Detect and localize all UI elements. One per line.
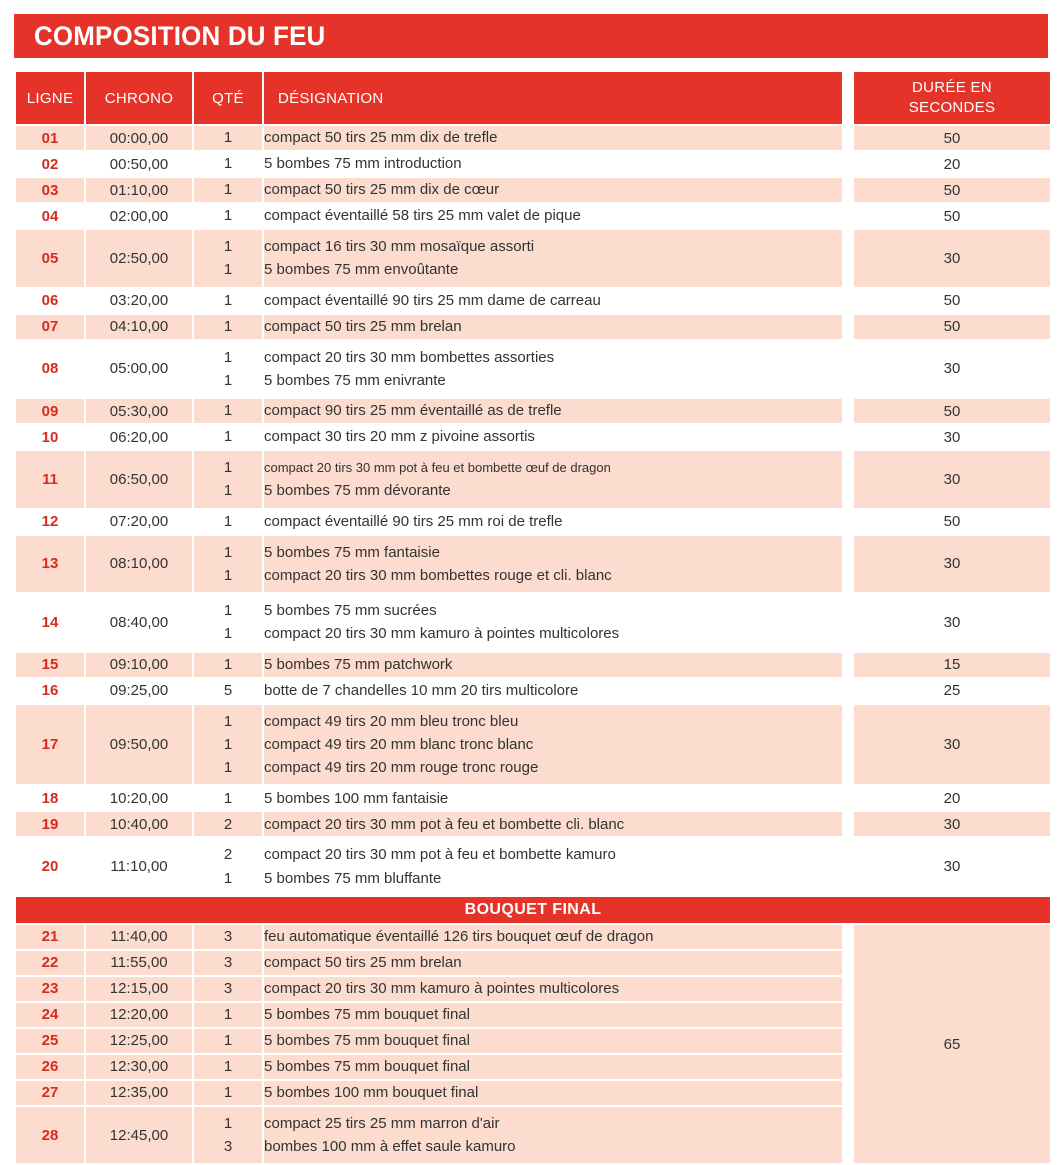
line: 1	[223, 566, 233, 584]
line: compact 50 tirs 25 mm brelan	[264, 954, 462, 972]
cell-ligne: 10	[16, 425, 84, 449]
cell-qte	[194, 838, 262, 895]
line: compact 20 tirs 30 mm kamuro à pointes multicolores	[264, 625, 620, 643]
cell-duree: 30	[854, 705, 1050, 785]
cell-gap	[844, 399, 852, 423]
cell-gap	[844, 925, 852, 949]
line: compact 20 tirs 30 mm pot à feu et bombette kamuro	[264, 846, 616, 864]
cell-ligne: 28	[16, 1107, 84, 1164]
line: 5 bombes 75 mm patchwork	[264, 655, 453, 673]
cell-chrono: 04:10,00	[86, 315, 192, 339]
cell-chrono: 02:50,00	[86, 230, 192, 287]
cell-qte	[194, 126, 262, 150]
table-row[interactable]	[16, 510, 1050, 534]
line: compact éventaillé 58 tirs 25 mm valet de pique	[264, 207, 581, 225]
page-title: COMPOSITION DU FEU	[34, 20, 326, 51]
cell-qte	[194, 786, 262, 810]
line: compact 49 tirs 20 mm blanc tronc blanc	[264, 735, 534, 753]
cell-ligne: 22	[16, 951, 84, 975]
cell-qte	[194, 399, 262, 423]
cell-qte	[194, 178, 262, 202]
cell-qte	[194, 1003, 262, 1027]
cell-chrono: 08:40,00	[86, 594, 192, 651]
table-row[interactable]	[16, 925, 1050, 949]
cell-gap	[844, 679, 852, 703]
line: 5 bombes 75 mm dévorante	[264, 482, 451, 500]
cell-qte	[194, 315, 262, 339]
table-row[interactable]	[16, 126, 1050, 150]
cell-chrono: 00:50,00	[86, 152, 192, 176]
cell-qte	[194, 341, 262, 398]
table-row[interactable]	[16, 341, 1050, 398]
cell-qte	[194, 510, 262, 534]
table-row[interactable]	[16, 653, 1050, 677]
cell-duree: 20	[854, 152, 1050, 176]
cell-gap	[844, 204, 852, 228]
cell-qte	[194, 812, 262, 836]
cell-designation	[264, 399, 842, 423]
cell-gap	[844, 786, 852, 810]
cell-chrono: 11:10,00	[86, 838, 192, 895]
cell-ligne: 04	[16, 204, 84, 228]
line: 1	[223, 735, 233, 753]
line: 1	[223, 1006, 233, 1024]
cell-gap	[844, 289, 852, 313]
cell-designation	[264, 812, 842, 836]
header-gap	[844, 72, 852, 124]
line: 3	[223, 980, 233, 998]
cell-duree: 50	[854, 289, 1050, 313]
cell-ligne: 08	[16, 341, 84, 398]
line: 1	[223, 459, 233, 476]
line: 1	[223, 238, 233, 255]
line: 1	[223, 712, 233, 730]
line: compact 20 tirs 30 mm kamuro à pointes multicolores	[264, 980, 620, 998]
line: 1	[223, 207, 233, 225]
cell-gap	[844, 425, 852, 449]
line: compact 50 tirs 25 mm dix de trefle	[264, 129, 498, 147]
line: compact 49 tirs 20 mm rouge tronc rouge	[264, 759, 539, 776]
line: 5	[223, 681, 233, 699]
cell-gap	[844, 1081, 852, 1105]
cell-ligne: 17	[16, 705, 84, 785]
cell-ligne: 19	[16, 812, 84, 836]
line: compact 90 tirs 25 mm éventaillé as de trefle	[264, 402, 562, 420]
line: 5 bombes 75 mm envoûtante	[264, 261, 459, 279]
cell-ligne: 20	[16, 838, 84, 895]
cell-gap	[844, 977, 852, 1001]
cell-designation	[264, 230, 842, 287]
cell-qte	[194, 951, 262, 975]
composition-table	[14, 70, 1052, 1165]
cell-chrono: 05:30,00	[86, 399, 192, 423]
table-row[interactable]	[16, 315, 1050, 339]
cell-designation	[264, 977, 842, 1001]
cell-chrono: 00:00,00	[86, 126, 192, 150]
cell-designation	[264, 1055, 842, 1079]
table-row[interactable]	[16, 594, 1050, 651]
cell-duree: 25	[854, 679, 1050, 703]
line: 1	[223, 1114, 233, 1132]
line: 1	[223, 291, 233, 309]
cell-duree: 30	[854, 594, 1050, 651]
line: 1	[223, 348, 233, 366]
cell-qte	[194, 289, 262, 313]
cell-designation	[264, 838, 842, 895]
line: 5 bombes 100 mm bouquet final	[264, 1084, 479, 1102]
line: 2	[223, 815, 233, 833]
cell-duree-bouquet: 65	[854, 925, 1050, 1164]
cell-designation	[264, 315, 842, 339]
cell-duree: 50	[854, 178, 1050, 202]
line: compact 50 tirs 25 mm dix de cœur	[264, 181, 500, 199]
line: 1	[223, 759, 233, 776]
header-designation: DÉSIGNATION	[264, 72, 842, 124]
cell-gap	[844, 178, 852, 202]
cell-gap	[844, 152, 852, 176]
cell-gap	[844, 510, 852, 534]
cell-chrono: 10:40,00	[86, 812, 192, 836]
cell-gap	[844, 1055, 852, 1079]
cell-duree: 15	[854, 653, 1050, 677]
table-row[interactable]	[16, 425, 1050, 449]
cell-qte	[194, 1081, 262, 1105]
table-body-main	[16, 126, 1050, 895]
cell-qte	[194, 679, 262, 703]
line: 1	[223, 428, 233, 446]
line: compact 20 tirs 30 mm bombettes rouge et cli. blanc	[264, 566, 612, 584]
cell-qte	[194, 1055, 262, 1079]
cell-ligne: 14	[16, 594, 84, 651]
cell-designation	[264, 1003, 842, 1027]
cell-qte	[194, 204, 262, 228]
cell-chrono: 11:40,00	[86, 925, 192, 949]
line: botte de 7 chandelles 10 mm 20 tirs multicolore	[264, 681, 579, 699]
cell-designation	[264, 126, 842, 150]
cell-qte	[194, 1107, 262, 1164]
cell-gap	[844, 126, 852, 150]
line: compact 20 tirs 30 mm pot à feu et bombette cli. blanc	[264, 815, 625, 833]
cell-duree: 50	[854, 510, 1050, 534]
cell-ligne: 27	[16, 1081, 84, 1105]
cell-gap	[844, 1107, 852, 1164]
title-banner	[14, 14, 1048, 58]
cell-duree: 50	[854, 315, 1050, 339]
cell-qte	[194, 152, 262, 176]
line: 5 bombes 75 mm bouquet final	[264, 1058, 470, 1076]
cell-gap	[844, 838, 852, 895]
cell-gap	[844, 594, 852, 651]
line: 5 bombes 75 mm introduction	[264, 155, 462, 173]
cell-designation	[264, 341, 842, 398]
cell-ligne: 02	[16, 152, 84, 176]
cell-designation	[264, 594, 842, 651]
header-duree-line1: DURÉE EN	[912, 78, 992, 96]
cell-gap	[844, 315, 852, 339]
cell-chrono: 12:45,00	[86, 1107, 192, 1164]
cell-ligne: 05	[16, 230, 84, 287]
cell-ligne: 23	[16, 977, 84, 1001]
cell-ligne: 13	[16, 536, 84, 593]
header-qte: QTÉ	[194, 72, 262, 124]
line: 5 bombes 75 mm bouquet final	[264, 1006, 470, 1024]
line: 5 bombes 100 mm fantaisie	[264, 789, 449, 807]
cell-qte	[194, 451, 262, 508]
cell-chrono: 12:35,00	[86, 1081, 192, 1105]
cell-duree: 30	[854, 341, 1050, 398]
table-row[interactable]	[16, 786, 1050, 810]
line: 1	[223, 317, 233, 335]
line: 1	[223, 402, 233, 420]
line: 1	[223, 155, 233, 173]
line: 5 bombes 75 mm enivrante	[264, 371, 446, 389]
cell-designation	[264, 1029, 842, 1053]
line: 1	[223, 869, 233, 887]
table-row[interactable]	[16, 838, 1050, 895]
cell-chrono: 10:20,00	[86, 786, 192, 810]
table-row[interactable]	[16, 679, 1050, 703]
table-body-bouquet	[16, 897, 1050, 1164]
cell-chrono: 09:25,00	[86, 679, 192, 703]
cell-designation	[264, 510, 842, 534]
cell-designation	[264, 289, 842, 313]
line: 1	[223, 482, 233, 500]
cell-designation	[264, 679, 842, 703]
cell-qte	[194, 536, 262, 593]
cell-chrono: 01:10,00	[86, 178, 192, 202]
cell-chrono: 09:10,00	[86, 653, 192, 677]
table-row[interactable]	[16, 204, 1050, 228]
cell-designation	[264, 705, 842, 785]
cell-ligne: 21	[16, 925, 84, 949]
cell-duree: 50	[854, 204, 1050, 228]
cell-ligne: 07	[16, 315, 84, 339]
table-row[interactable]	[16, 451, 1050, 508]
cell-ligne: 11	[16, 451, 84, 508]
cell-chrono: 12:15,00	[86, 977, 192, 1001]
cell-ligne: 09	[16, 399, 84, 423]
line: 1	[223, 129, 233, 147]
cell-designation	[264, 451, 842, 508]
cell-designation	[264, 178, 842, 202]
cell-duree: 50	[854, 126, 1050, 150]
cell-duree: 30	[854, 838, 1050, 895]
line: 3	[223, 954, 233, 972]
cell-ligne: 01	[16, 126, 84, 150]
bouquet-banner-label: BOUQUET FINAL	[16, 897, 1050, 923]
cell-designation	[264, 152, 842, 176]
cell-gap	[844, 536, 852, 593]
header-duree-line2: SECONDES	[908, 99, 996, 116]
cell-designation	[264, 951, 842, 975]
table-row[interactable]	[16, 536, 1050, 593]
cell-chrono: 12:25,00	[86, 1029, 192, 1053]
cell-ligne: 26	[16, 1055, 84, 1079]
cell-gap	[844, 705, 852, 785]
line: bombes 100 mm à effet saule kamuro	[264, 1138, 516, 1155]
cell-chrono: 09:50,00	[86, 705, 192, 785]
line: 3	[223, 928, 233, 946]
cell-ligne: 18	[16, 786, 84, 810]
header-ligne: LIGNE	[16, 72, 84, 124]
cell-gap	[844, 1003, 852, 1027]
line: 1	[223, 371, 233, 389]
header-duree	[854, 72, 1050, 124]
cell-duree: 30	[854, 230, 1050, 287]
line: compact 49 tirs 20 mm bleu tronc bleu	[264, 712, 519, 730]
cell-ligne: 24	[16, 1003, 84, 1027]
cell-duree: 30	[854, 536, 1050, 593]
cell-ligne: 15	[16, 653, 84, 677]
cell-qte	[194, 925, 262, 949]
cell-duree: 50	[854, 399, 1050, 423]
cell-designation	[264, 1081, 842, 1105]
line: 1	[223, 512, 233, 530]
cell-gap	[844, 1029, 852, 1053]
cell-qte	[194, 705, 262, 785]
line: compact 50 tirs 25 mm brelan	[264, 317, 462, 335]
line: compact éventaillé 90 tirs 25 mm roi de trefle	[264, 512, 563, 530]
header-chrono: CHRONO	[86, 72, 192, 124]
line: 1	[223, 655, 233, 673]
line: 5 bombes 75 mm sucrées	[264, 602, 437, 619]
cell-gap	[844, 951, 852, 975]
table-row[interactable]	[16, 230, 1050, 287]
cell-ligne: 06	[16, 289, 84, 313]
cell-qte	[194, 230, 262, 287]
cell-chrono: 06:20,00	[86, 425, 192, 449]
cell-chrono: 11:55,00	[86, 951, 192, 975]
cell-ligne: 12	[16, 510, 84, 534]
header-row	[16, 72, 1050, 124]
cell-chrono: 12:30,00	[86, 1055, 192, 1079]
cell-chrono: 03:20,00	[86, 289, 192, 313]
cell-qte	[194, 594, 262, 651]
line: 1	[223, 625, 233, 643]
line: 5 bombes 75 mm bluffante	[264, 869, 442, 887]
cell-duree: 30	[854, 812, 1050, 836]
cell-designation	[264, 204, 842, 228]
table-row[interactable]	[16, 152, 1050, 176]
line: 1	[223, 1032, 233, 1050]
line: compact 20 tirs 30 mm pot à feu et bombette œuf de dragon	[264, 460, 611, 475]
line: 5 bombes 75 mm bouquet final	[264, 1032, 470, 1050]
cell-designation	[264, 1107, 842, 1164]
line: compact 20 tirs 30 mm bombettes assorties	[264, 348, 555, 366]
line: 1	[223, 1084, 233, 1102]
line: 5 bombes 75 mm fantaisie	[264, 543, 440, 561]
cell-qte	[194, 1029, 262, 1053]
cell-chrono: 08:10,00	[86, 536, 192, 593]
cell-chrono: 06:50,00	[86, 451, 192, 508]
cell-duree: 20	[854, 786, 1050, 810]
cell-chrono: 05:00,00	[86, 341, 192, 398]
bouquet-banner-row	[16, 897, 1050, 923]
cell-designation	[264, 425, 842, 449]
table-row[interactable]	[16, 178, 1050, 202]
line: compact 25 tirs 25 mm marron d'air	[264, 1114, 500, 1132]
table-row[interactable]	[16, 289, 1050, 313]
line: feu automatique éventaillé 126 tirs bouquet œuf de dragon	[264, 928, 654, 946]
line: 2	[223, 846, 233, 864]
line: compact éventaillé 90 tirs 25 mm dame de carreau	[264, 291, 601, 309]
line: 3	[223, 1138, 233, 1155]
cell-duree: 30	[854, 425, 1050, 449]
cell-designation	[264, 925, 842, 949]
cell-gap	[844, 812, 852, 836]
cell-chrono: 12:20,00	[86, 1003, 192, 1027]
cell-duree: 30	[854, 451, 1050, 508]
line: 1	[223, 261, 233, 279]
cell-designation	[264, 786, 842, 810]
cell-ligne: 03	[16, 178, 84, 202]
cell-chrono: 07:20,00	[86, 510, 192, 534]
cell-ligne: 16	[16, 679, 84, 703]
line: 1	[223, 181, 233, 199]
cell-qte	[194, 425, 262, 449]
cell-gap	[844, 451, 852, 508]
table-header	[16, 72, 1050, 124]
cell-designation	[264, 653, 842, 677]
line: compact 30 tirs 20 mm z pivoine assortis	[264, 428, 535, 446]
cell-gap	[844, 230, 852, 287]
cell-chrono: 02:00,00	[86, 204, 192, 228]
table-row[interactable]	[16, 812, 1050, 836]
cell-qte	[194, 653, 262, 677]
line: 1	[223, 789, 233, 807]
cell-designation	[264, 536, 842, 593]
line: 1	[223, 1058, 233, 1076]
line: 1	[223, 543, 233, 561]
cell-qte	[194, 977, 262, 1001]
line: 1	[223, 602, 233, 619]
line: compact 16 tirs 30 mm mosaïque assorti	[264, 238, 535, 255]
table-row[interactable]	[16, 399, 1050, 423]
cell-gap	[844, 341, 852, 398]
composition-page	[0, 14, 1062, 1155]
cell-gap	[844, 653, 852, 677]
table-row[interactable]	[16, 705, 1050, 785]
cell-ligne: 25	[16, 1029, 84, 1053]
